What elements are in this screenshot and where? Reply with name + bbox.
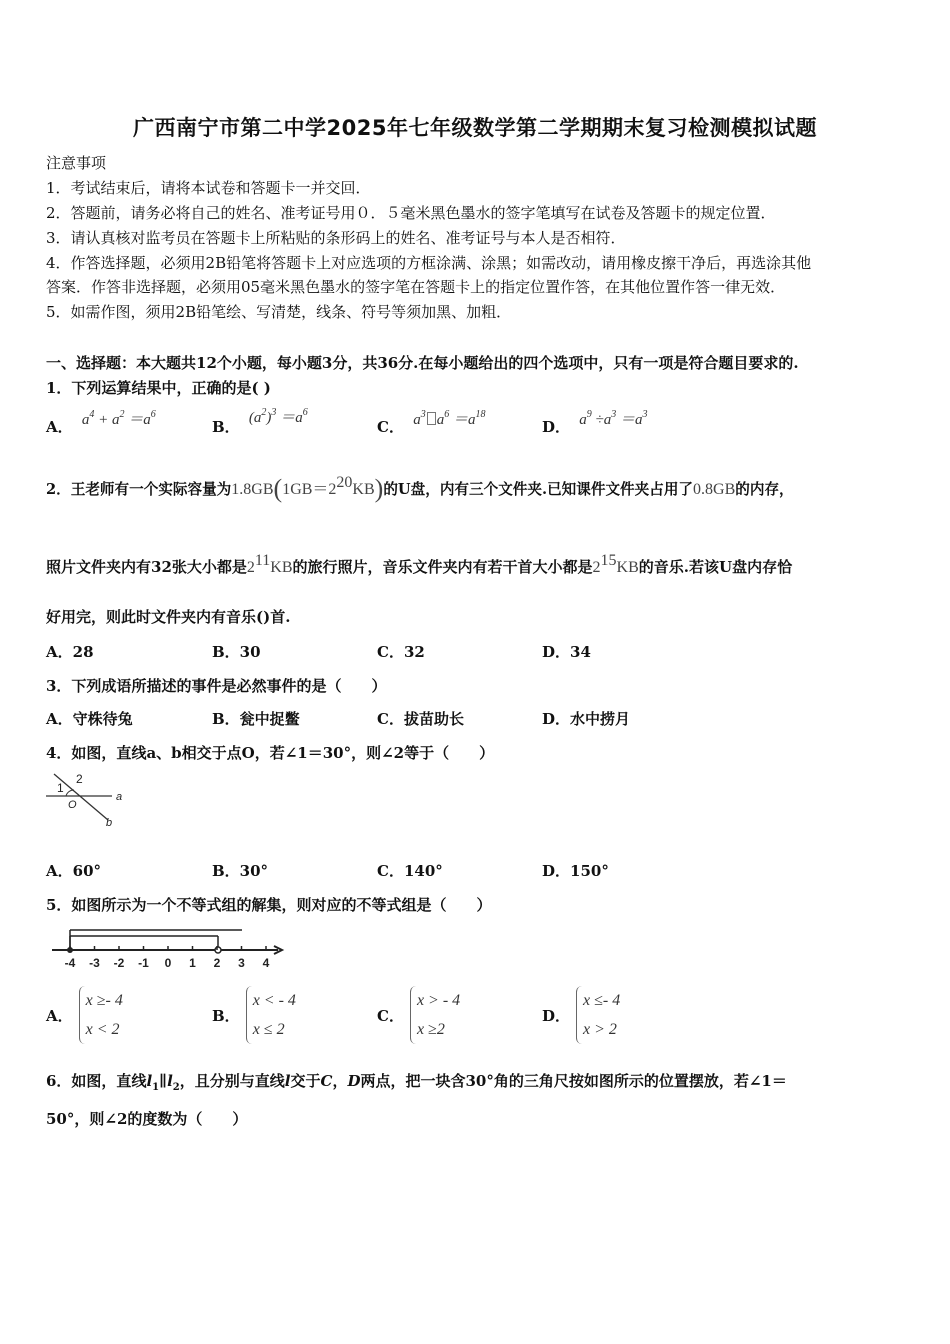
question-5-option-c <box>377 986 460 1044</box>
option-letter: B． <box>212 418 240 436</box>
tick-label: -1 <box>138 956 149 970</box>
page-title: 广西南宁市第二中学2025年七年级数学第二学期期末复习检测模拟试题 <box>133 116 817 140</box>
tick-label: 0 <box>164 956 172 970</box>
question-1-stem: 1．下列运算结果中，正确的是( ) <box>46 379 271 397</box>
question-3-option-d: D．水中捞月 <box>542 710 631 728</box>
point-o-label: O <box>68 799 77 811</box>
tick-label: -4 <box>64 956 76 970</box>
question-2-option-b: B．30 <box>212 643 261 661</box>
option-letter: D． <box>542 1006 571 1025</box>
question-4-option-d: D．150° <box>542 862 609 880</box>
notice-item: 1．考试结束后，请将本试卷和答题卡一并交回． <box>46 179 371 197</box>
question-5-option-b <box>212 986 296 1044</box>
question-5-stem: 5．如图所示为一个不等式组的解集，则对应的不等式组是（ ） <box>46 896 492 914</box>
question-1-option-b <box>212 407 308 437</box>
formula: $a^3$ $a^6 =a^{18}$ <box>413 409 486 428</box>
notice-item: 2．答题前，请务必将自己的姓名、准考证号用０．５毫米黑色墨水的签字笔填写在试卷及答题卡的规定位置． <box>46 204 776 222</box>
number-line-figure <box>50 926 285 972</box>
question-3-stem: 3．下列成语所描述的事件是必然事件的是（ ） <box>46 677 387 695</box>
tick-label: 3 <box>238 956 245 970</box>
notice-item: 3．请认真核对监考员在答题卡上所粘贴的条形码上的姓名、准考证号与本人是否相符． <box>46 229 626 247</box>
question-3-option-a: A．守株待兔 <box>46 710 133 728</box>
tick-label: -2 <box>113 956 125 970</box>
line-b-label: b <box>106 817 113 828</box>
question-5-option-a <box>46 986 123 1044</box>
inequality-system: x ≥- 4 x < 2 <box>79 986 123 1044</box>
section-heading: 一、选择题：本大题共12个小题，每小题3分，共36分.在每小题给出的四个选项中，只有一项是符合题目要求的. <box>46 354 799 372</box>
question-1-option-c <box>377 409 486 437</box>
question-2-option-a: A．28 <box>46 643 94 661</box>
option-letter: C． <box>377 418 404 436</box>
intersecting-lines-figure <box>44 770 126 828</box>
inequality-system: x > - 4 x ≥2 <box>410 986 460 1044</box>
option-letter: C． <box>377 1006 404 1025</box>
question-2-line-3: 好用完，则此时文件夹内有音乐()首. <box>46 608 291 626</box>
question-3-option-b: B．瓮中捉鳖 <box>212 710 300 728</box>
angle-2-label: 2 <box>76 772 83 786</box>
question-2-option-c: C．32 <box>377 643 425 661</box>
notice-item: 答案．作答非选择题，必须用05毫米黑色墨水的签字笔在答题卡上的指定位置作答，在其他位置作答一律无效． <box>46 278 786 296</box>
option-letter: A． <box>46 418 73 436</box>
question-4-option-b: B．30° <box>212 862 269 880</box>
angle-arc <box>66 790 74 796</box>
question-4-option-a: A．60° <box>46 862 102 880</box>
line-a-label: a <box>116 791 123 803</box>
option-letter: A． <box>46 1006 73 1025</box>
question-3-option-c: C．拔苗助长 <box>377 710 464 728</box>
question-6-line-1: 6．如图，直线$l_1\parallel l_2$，且分别与直线l交于C，D两点，把一块含30°角的三角尺按如图所示的位置摆放，若∠1＝ <box>46 1072 787 1093</box>
question-1-option-a <box>46 409 156 437</box>
tick-label: 4 <box>262 956 270 970</box>
question-4-option-c: C．140° <box>377 862 443 880</box>
formula: $(a^2)^3 =a^6$ <box>248 407 308 426</box>
question-6-line-2: 50°，则∠2的度数为（ ） <box>46 1110 248 1128</box>
inequality-system: x ≤- 4 x > 2 <box>576 986 620 1044</box>
formula: $a^4 + a^2 =a^6$ <box>81 409 156 428</box>
tick-label: 1 <box>189 956 196 970</box>
option-letter: B． <box>212 1006 240 1025</box>
notice-item: 4．作答选择题，必须用2B铅笔将答题卡上对应选项的方框涂满、涂黑；如需改动，请用橡皮擦干净后，再选涂其他 <box>46 254 812 272</box>
question-5-option-d <box>542 986 620 1044</box>
question-4-stem: 4．如图，直线a、b相交于点O，若∠1＝30°，则∠2等于（ ） <box>46 744 495 762</box>
tick-label: -3 <box>89 956 100 970</box>
option-letter: D． <box>542 418 571 436</box>
question-2-option-d: D．34 <box>542 643 591 661</box>
angle-1-label: 1 <box>57 781 64 795</box>
formula: $a^9 \div a^3 =a^3$ <box>579 409 648 428</box>
notice-item: 5．如需作图，须用2B铅笔绘、写清楚，线条、符号等须加黑、加粗． <box>46 303 512 321</box>
notice-heading: 注意事项 <box>46 154 107 172</box>
inequality-system: x < - 4 x ≤ 2 <box>246 986 296 1044</box>
question-1-option-d <box>542 409 648 437</box>
question-2-line-2: 照片文件夹内有32张大小都是211KB的旅行照片，音乐文件夹内有若干首大小都是215KB的音乐.若该U盘内存恰 <box>46 552 793 576</box>
question-2-line-1: 2．王老师有一个实际容量为1.8GB(1GB＝220KB)的U盘，内有三个文件夹.已知课件文件夹占用了0.8GB的内存， <box>46 474 794 503</box>
open-point-right <box>215 947 221 953</box>
tick-label: 2 <box>213 956 221 970</box>
